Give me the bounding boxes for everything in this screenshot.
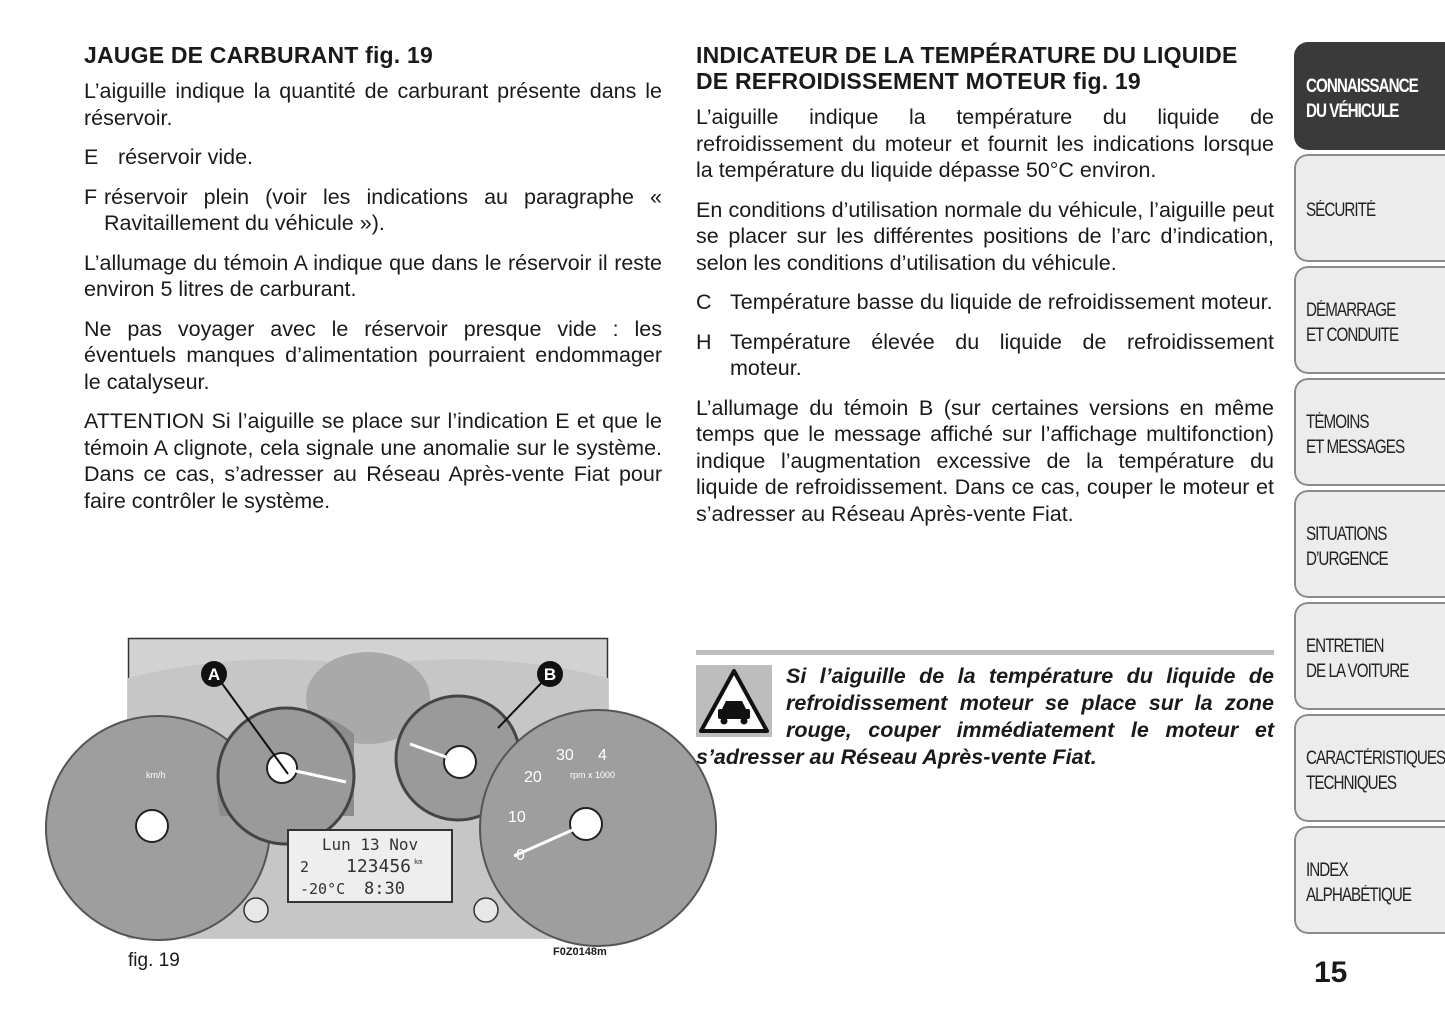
tab-situations[interactable]: [1294, 490, 1445, 598]
temperature-item-key: C: [696, 290, 712, 314]
tab-label-line1: SÉCURITÉ: [1306, 200, 1376, 221]
tab-label-line2: TECHNIQUES: [1306, 773, 1397, 794]
tab-label-line2: DU VÉHICULE: [1306, 101, 1399, 122]
rpm-40: 4: [598, 747, 607, 764]
tab-caracteristiques[interactable]: [1294, 714, 1445, 822]
temperature-paragraph-3: L’allumage du témoin B (sur certaines versions en même temps que le message affiché sur l’affichage multifonction) indique l’augmentation excessive de la température du liquide de refroidissement. Dans ce cas, couper le moteur et s’adresser au Réseau Après-vente Fiat.: [696, 395, 1274, 526]
warning-car-icon: [696, 665, 772, 737]
display-odometer-unit: km: [414, 858, 423, 866]
tab-label-line1: SITUATIONS: [1306, 524, 1387, 545]
figure-caption: fig. 19: [128, 950, 180, 971]
fuel-paragraph-1: L’aiguille indique la quantité de carburant présente dans le réservoir.: [84, 79, 662, 130]
display-odometer: 123456: [346, 856, 412, 877]
rpm-10: 10: [508, 809, 526, 826]
warning-box: [696, 650, 1274, 771]
tab-label-line2: DE LA VOITURE: [1306, 661, 1409, 682]
rpm-30: 30: [556, 747, 574, 764]
tab-label-line1: ENTRETIEN: [1306, 636, 1384, 657]
page-number: 15: [1314, 956, 1348, 989]
tab-label-line2: ET MESSAGES: [1306, 437, 1405, 458]
rpm-20: 20: [524, 769, 542, 786]
tab-label-line2: D’URGENCE: [1306, 549, 1388, 570]
temperature-paragraph-1: L’aiguille indique la température du liquide de refroidissement du moteur et fournit les indications lorsque la température du liquide dépasse 50°C environ.: [696, 105, 1274, 182]
chapter-tabs: [1294, 42, 1445, 938]
tab-label-line2: ET CONDUITE: [1306, 325, 1399, 346]
instrument-cluster-figure: [128, 638, 616, 938]
left-column: [84, 42, 662, 527]
fuel-paragraph-attention: ATTENTION Si l’aiguille se place sur l’indication E et que le témoin A clignote, cela signale une anomalie sur le système. Dans ce cas, s’adresser au Réseau Après-vente Fiat pour faire contrôler le système.: [84, 409, 662, 513]
right-column: [696, 42, 1274, 540]
rpm-0: 0: [516, 847, 525, 864]
tab-temoins[interactable]: [1294, 378, 1445, 486]
display-temperature: -20°C: [300, 880, 346, 898]
temperature-heading: INDICATEUR DE LA TEMPÉRATURE DU LIQUIDE DE REFROIDISSEMENT MOTEUR fig. 19: [696, 42, 1238, 94]
fuel-item-key: E: [84, 145, 99, 169]
temperature-paragraph-2: En conditions d’utilisation normale du véhicule, l’aiguille peut se placer sur les différentes positions de l’arc d’indication, selon les conditions d’utilisation du véhicule.: [696, 197, 1274, 275]
temperature-item-c: [696, 289, 1274, 316]
temperature-item-text: Température élevée du liquide de refroidissement moteur.: [730, 329, 1274, 380]
display-time: 8:30: [364, 879, 405, 899]
figure-code: F0Z0148m: [553, 946, 607, 958]
tab-demarrage[interactable]: [1294, 266, 1445, 374]
label-b: B: [543, 665, 557, 684]
display-trip: 2: [300, 858, 310, 876]
fuel-paragraph-2: L’allumage du témoin A indique que dans le réservoir il reste environ 5 litres de carburant.: [84, 250, 662, 301]
fuel-item-key: F: [84, 184, 98, 209]
tab-label-line2: ALPHABÉTIQUE: [1306, 885, 1412, 906]
tab-label-line1: CARACTÉRISTIQUES: [1306, 748, 1445, 769]
temperature-item-key: H: [696, 329, 712, 354]
rpm-unit: rpm x 1000: [570, 770, 616, 780]
fuel-item-e: [84, 144, 662, 171]
display-date: Lun 13 Nov: [321, 835, 419, 854]
label-a: A: [207, 665, 221, 684]
fuel-item-f: [84, 184, 662, 237]
speed-unit: km/h: [146, 770, 166, 780]
warning-text: Si l’aiguille de la température du liquide de refroidissement moteur se place sur la zone rouge, couper immédiatement le moteur et s’adresser au Réseau Après-vente Fiat.: [696, 664, 1274, 769]
tab-label-line1: TÉMOINS: [1306, 412, 1369, 433]
tab-securite[interactable]: [1294, 154, 1445, 262]
tab-connaissance[interactable]: [1294, 42, 1445, 150]
fuel-paragraph-3: Ne pas voyager avec le réservoir presque vide : les éventuels manques d’alimentation pourraient endommager le catalyseur.: [84, 316, 662, 394]
temperature-item-text: Température basse du liquide de refroidissement moteur.: [730, 290, 1273, 314]
tab-label-line1: INDEX: [1306, 860, 1348, 881]
tab-index[interactable]: [1294, 826, 1445, 934]
tab-label-line1: CONNAISSANCE: [1306, 76, 1418, 97]
fuel-item-text: réservoir vide.: [118, 145, 254, 169]
fuel-gauge-heading: JAUGE DE CARBURANT fig. 19: [84, 42, 433, 68]
tab-entretien[interactable]: [1294, 602, 1445, 710]
temperature-item-h: [696, 329, 1274, 382]
fuel-item-text: réservoir plein (voir les indications au paragraphe « Ravitaillement du véhicule »).: [104, 184, 662, 235]
tab-label-line1: DÉMARRAGE: [1306, 300, 1396, 321]
